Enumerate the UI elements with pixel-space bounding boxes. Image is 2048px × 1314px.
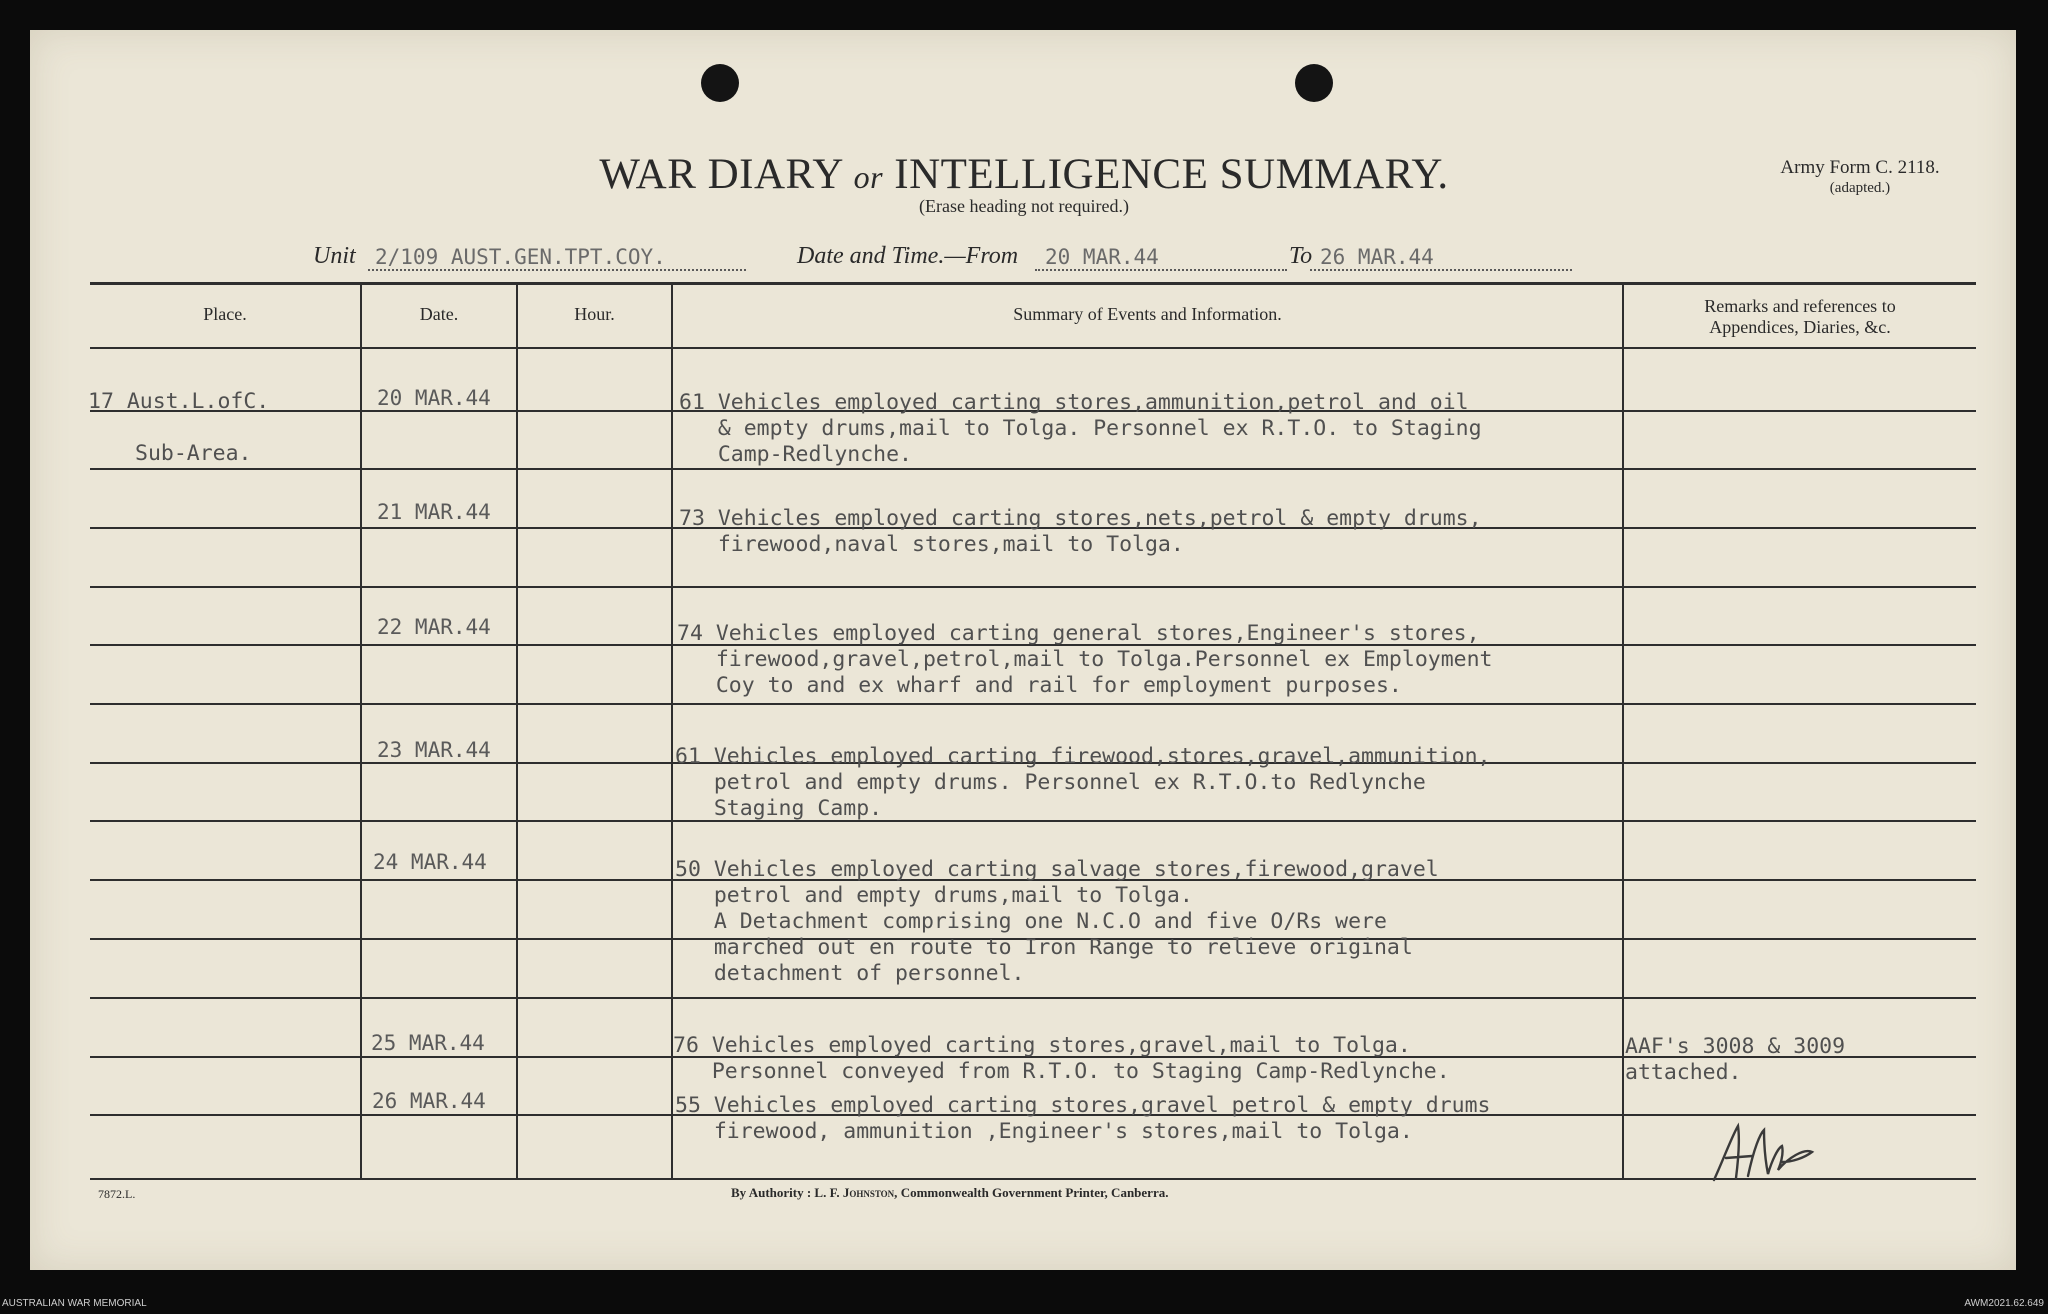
entry-date: 25 MAR.44 [371,1031,485,1055]
place-line-1: 17 Aust.L.ofC. [88,389,270,414]
unit-value: 2/109 AUST.GEN.TPT.COY. [375,245,666,269]
datetime-label: Date and Time.—From [797,243,1019,269]
unit-dotline [368,269,746,271]
entry-date: 22 MAR.44 [377,615,491,639]
to-label: To [1289,243,1313,269]
to-dotline [1310,269,1572,271]
header-date: Date. [419,304,459,324]
entry-date: 26 MAR.44 [372,1089,486,1113]
signature-initials [1708,1118,1818,1190]
row-rule [90,997,1976,999]
entry-summary: 55 Vehicles employed carting stores,gravel petrol & empty drums firewood, ammunition ,Engineer's stores,mail to Tolga. [675,1093,1491,1144]
entry-summary: 50 Vehicles employed carting salvage stores,firewood,gravel petrol and empty drums,mail to Tolga. A Detachment comprising one N.C.O and five O/Rs were marched out en route to Iron Range to relieve original detachment of personnel. [675,857,1439,986]
header-summary: Summary of Events and Information. [1013,304,1282,324]
remark-entry: AAF's 3008 & 3009 attached. [1625,1034,1846,1085]
column-divider-1 [360,284,362,1178]
header-rule [90,347,1976,349]
header-place: Place. [203,304,247,324]
entry-date: 23 MAR.44 [377,738,491,762]
army-form-label: Army Form C. 2118. (adapted.) [1780,157,1940,196]
form-number: 7872.L. [98,1187,136,1201]
archive-caption-right: AWM2021.62.649 [1964,1298,2044,1309]
form-title: WAR DIARY or INTELLIGENCE SUMMARY. [599,151,1449,198]
entry-date: 20 MAR.44 [377,386,491,410]
place-line-2: Sub-Area. [135,441,252,466]
punch-hole-left [701,64,739,102]
erase-note: (Erase heading not required.) [919,196,1129,216]
column-divider-2 [516,284,518,1178]
table-top-rule [90,282,1976,285]
row-rule [90,468,1976,470]
row-rule [90,703,1976,705]
entry-summary: 76 Vehicles employed carting stores,gravel,mail to Tolga. Personnel conveyed from R.T.O. to Staging Camp-Redlynche. [673,1033,1450,1084]
column-divider-4 [1622,284,1624,1178]
row-rule [90,586,1976,588]
authority-line: By Authority : L. F. Johnston, Commonwealth Government Printer, Canberra. [731,1185,1169,1200]
entry-summary: 73 Vehicles employed carting stores,nets,petrol & empty drums, firewood,naval stores,mail to Tolga. [679,506,1482,557]
entry-summary: 61 Vehicles employed carting firewood,stores,gravel,ammunition, petrol and empty drums. Personnel ex R.T.O.to Redlynche Staging Camp. [675,744,1491,821]
entry-date: 24 MAR.44 [373,850,487,874]
entry-summary: 61 Vehicles employed carting stores,ammunition,petrol and oil & empty drums,mail to Tolga. Personnel ex R.T.O. to Staging Camp-Redlynche. [679,390,1482,467]
entry-summary: 74 Vehicles employed carting general stores,Engineer's stores, firewood,gravel,petrol,mail to Tolga.Personnel ex Employment Coy to and ex wharf and rail for employment purposes. [677,621,1493,698]
archive-caption-left: AUSTRALIAN WAR MEMORIAL [2,1298,147,1309]
unit-label: Unit [313,243,356,269]
table-bottom-rule [90,1178,1976,1180]
punch-hole-right [1295,64,1333,102]
from-dotline [1035,269,1287,271]
header-hour: Hour. [574,304,615,324]
entry-date: 21 MAR.44 [377,500,491,524]
to-date-value: 26 MAR.44 [1320,245,1434,269]
header-remarks: Remarks and references to Appendices, Diaries, &c. [1704,296,1896,337]
from-date-value: 20 MAR.44 [1045,245,1159,269]
